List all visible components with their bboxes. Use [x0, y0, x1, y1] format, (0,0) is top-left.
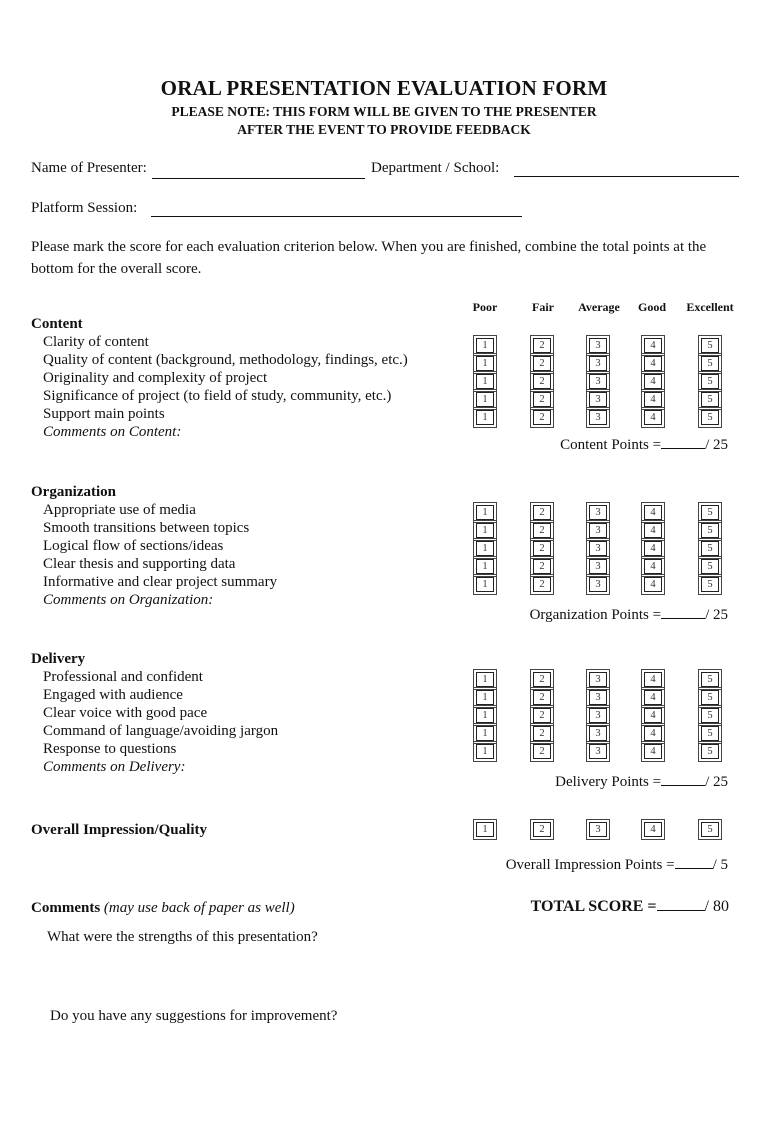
- form-note-line-1: PLEASE NOTE: THIS FORM WILL BE GIVEN TO THE PRESENTER: [171, 104, 597, 119]
- score-box-organization-4-4[interactable]: 4: [644, 559, 662, 574]
- criterion-content-5: Support main points: [43, 406, 165, 422]
- score-box-delivery-2-4[interactable]: 4: [644, 690, 662, 705]
- score-box-organization-5-1[interactable]: 1: [476, 577, 494, 592]
- score-box-content-3-4[interactable]: 4: [644, 374, 662, 389]
- score-box-organization-1-2[interactable]: 2: [533, 505, 551, 520]
- delivery-points: [500, 773, 728, 791]
- score-box-overall-3[interactable]: 3: [589, 822, 607, 837]
- presenter-name-label: Name of Presenter:: [31, 160, 147, 176]
- score-box-delivery-5-1[interactable]: 1: [476, 744, 494, 759]
- score-box-delivery-3-2[interactable]: 2: [533, 708, 551, 723]
- score-box-delivery-2-1[interactable]: 1: [476, 690, 494, 705]
- score-box-content-4-5[interactable]: 5: [701, 392, 719, 407]
- section-title-content: Content: [31, 316, 83, 332]
- suggestions-question: Do you have any suggestions for improvement?: [50, 1008, 338, 1024]
- score-box-organization-3-4[interactable]: 4: [644, 541, 662, 556]
- overall-points-input[interactable]: [675, 856, 713, 869]
- score-box-content-1-5[interactable]: 5: [701, 338, 719, 353]
- score-box-content-2-1[interactable]: 1: [476, 356, 494, 371]
- content-points-max: / 25: [705, 437, 728, 453]
- score-box-delivery-5-4[interactable]: 4: [644, 744, 662, 759]
- score-box-content-3-5[interactable]: 5: [701, 374, 719, 389]
- criterion-content-2: Quality of content (background, methodology, findings, etc.): [43, 352, 408, 368]
- criterion-content-4: Significance of project (to field of study, community, etc.): [43, 388, 392, 404]
- criterion-organization-2: Smooth transitions between topics: [43, 520, 250, 536]
- score-box-organization-1-5[interactable]: 5: [701, 505, 719, 520]
- score-box-content-5-3[interactable]: 3: [589, 410, 607, 425]
- comments-delivery-label: Comments on Delivery:: [43, 759, 186, 775]
- total-score: [470, 898, 729, 916]
- score-box-overall-1[interactable]: 1: [476, 822, 494, 837]
- delivery-points-label: Delivery Points =: [555, 774, 662, 790]
- score-box-delivery-4-3[interactable]: 3: [589, 726, 607, 741]
- criterion-organization-5: Informative and clear project summary: [43, 574, 278, 590]
- score-box-content-1-1[interactable]: 1: [476, 338, 494, 353]
- organization-points: [480, 606, 728, 624]
- criterion-organization-3: Logical flow of sections/ideas: [43, 538, 224, 554]
- platform-session-label: Platform Session:: [31, 200, 138, 216]
- content-points: [520, 436, 728, 454]
- score-box-organization-2-4[interactable]: 4: [644, 523, 662, 538]
- score-box-overall-4[interactable]: 4: [644, 822, 662, 837]
- section-title-organization: Organization: [31, 484, 116, 500]
- total-score-max: / 80: [704, 898, 729, 915]
- score-box-content-4-2[interactable]: 2: [533, 392, 551, 407]
- scale-header-fair: Fair: [532, 300, 554, 314]
- criterion-organization-1: Appropriate use of media: [43, 502, 196, 518]
- form-title: ORAL PRESENTATION EVALUATION FORM: [160, 76, 608, 100]
- scale-header-excellent: Excellent: [686, 300, 734, 314]
- score-box-content-5-5[interactable]: 5: [701, 410, 719, 425]
- delivery-points-input[interactable]: [661, 773, 705, 786]
- score-box-delivery-5-2[interactable]: 2: [533, 744, 551, 759]
- department-label: Department / School:: [371, 160, 500, 176]
- score-box-organization-5-4[interactable]: 4: [644, 577, 662, 592]
- score-box-organization-4-1[interactable]: 1: [476, 559, 494, 574]
- score-box-delivery-4-1[interactable]: 1: [476, 726, 494, 741]
- content-points-input[interactable]: [661, 436, 705, 449]
- score-box-delivery-5-3[interactable]: 3: [589, 744, 607, 759]
- total-score-label: TOTAL SCORE =: [530, 898, 657, 915]
- score-box-organization-5-5[interactable]: 5: [701, 577, 719, 592]
- score-box-organization-2-3[interactable]: 3: [589, 523, 607, 538]
- score-box-delivery-3-4[interactable]: 4: [644, 708, 662, 723]
- score-box-content-1-3[interactable]: 3: [589, 338, 607, 353]
- content-points-label: Content Points =: [560, 437, 662, 453]
- organization-points-max: / 25: [705, 607, 728, 623]
- score-box-content-1-2[interactable]: 2: [533, 338, 551, 353]
- organization-points-label: Organization Points =: [529, 607, 662, 623]
- score-box-content-2-5[interactable]: 5: [701, 356, 719, 371]
- criterion-delivery-4: Command of language/avoiding jargon: [43, 723, 279, 739]
- score-box-organization-5-3[interactable]: 3: [589, 577, 607, 592]
- score-box-organization-2-5[interactable]: 5: [701, 523, 719, 538]
- criterion-delivery-5: Response to questions: [43, 741, 177, 757]
- score-box-organization-3-2[interactable]: 2: [533, 541, 551, 556]
- overall-points-max: / 5: [712, 857, 728, 873]
- score-box-organization-3-5[interactable]: 5: [701, 541, 719, 556]
- score-box-organization-5-2[interactable]: 2: [533, 577, 551, 592]
- score-box-delivery-4-2[interactable]: 2: [533, 726, 551, 741]
- score-box-delivery-4-4[interactable]: 4: [644, 726, 662, 741]
- criterion-delivery-1: Professional and confident: [43, 669, 203, 685]
- scale-header-poor: Poor: [472, 300, 498, 314]
- criterion-content-3: Originality and complexity of project: [43, 370, 268, 386]
- score-box-content-2-2[interactable]: 2: [533, 356, 551, 371]
- comments-note: (may use back of paper as well): [103, 900, 295, 916]
- comments-organization-label: Comments on Organization:: [43, 592, 214, 608]
- score-box-content-1-4[interactable]: 4: [644, 338, 662, 353]
- score-box-content-2-4[interactable]: 4: [644, 356, 662, 371]
- comments-heading: [31, 900, 295, 917]
- score-box-content-3-2[interactable]: 2: [533, 374, 551, 389]
- score-box-delivery-5-5[interactable]: 5: [701, 744, 719, 759]
- organization-points-input[interactable]: [661, 606, 705, 619]
- criterion-delivery-2: Engaged with audience: [43, 687, 183, 703]
- score-box-delivery-3-1[interactable]: 1: [476, 708, 494, 723]
- score-box-content-4-3[interactable]: 3: [589, 392, 607, 407]
- platform-session-field[interactable]: [151, 216, 522, 217]
- score-box-overall-2[interactable]: 2: [533, 822, 551, 837]
- score-box-delivery-1-2[interactable]: 2: [533, 672, 551, 687]
- total-score-input[interactable]: [657, 898, 705, 911]
- score-box-organization-4-3[interactable]: 3: [589, 559, 607, 574]
- score-box-organization-1-1[interactable]: 1: [476, 505, 494, 520]
- score-box-delivery-1-1[interactable]: 1: [476, 672, 494, 687]
- score-box-organization-3-3[interactable]: 3: [589, 541, 607, 556]
- score-box-organization-2-2[interactable]: 2: [533, 523, 551, 538]
- score-box-content-4-1[interactable]: 1: [476, 392, 494, 407]
- score-box-delivery-1-4[interactable]: 4: [644, 672, 662, 687]
- score-box-content-3-1[interactable]: 1: [476, 374, 494, 389]
- score-box-organization-1-3[interactable]: 3: [589, 505, 607, 520]
- score-box-delivery-2-2[interactable]: 2: [533, 690, 551, 705]
- overall-points-label: Overall Impression Points =: [505, 857, 675, 873]
- score-box-organization-4-5[interactable]: 5: [701, 559, 719, 574]
- score-box-delivery-4-5[interactable]: 5: [701, 726, 719, 741]
- score-box-content-3-3[interactable]: 3: [589, 374, 607, 389]
- scale-header-good: Good: [637, 300, 666, 314]
- department-field[interactable]: [514, 176, 739, 177]
- score-box-content-5-2[interactable]: 2: [533, 410, 551, 425]
- scale-header-average: Average: [578, 300, 620, 314]
- comments-title: Comments: [31, 900, 101, 916]
- comments-content-label: Comments on Content:: [43, 424, 182, 440]
- score-box-organization-1-4[interactable]: 4: [644, 505, 662, 520]
- form-note-line-2: AFTER THE EVENT TO PROVIDE FEEDBACK: [237, 122, 531, 137]
- score-box-delivery-2-3[interactable]: 3: [589, 690, 607, 705]
- criterion-delivery-3: Clear voice with good pace: [43, 705, 208, 721]
- score-box-delivery-2-5[interactable]: 5: [701, 690, 719, 705]
- overall-impression-title: Overall Impression/Quality: [31, 822, 207, 838]
- score-box-organization-4-2[interactable]: 2: [533, 559, 551, 574]
- score-box-content-4-4[interactable]: 4: [644, 392, 662, 407]
- score-box-delivery-1-5[interactable]: 5: [701, 672, 719, 687]
- score-box-organization-2-1[interactable]: 1: [476, 523, 494, 538]
- score-box-delivery-3-3[interactable]: 3: [589, 708, 607, 723]
- criterion-content-1: Clarity of content: [43, 334, 149, 350]
- overall-points: [450, 856, 728, 874]
- section-title-delivery: Delivery: [31, 651, 86, 667]
- score-box-content-5-4[interactable]: 4: [644, 410, 662, 425]
- delivery-points-max: / 25: [705, 774, 728, 790]
- criterion-organization-4: Clear thesis and supporting data: [43, 556, 236, 572]
- score-box-content-2-3[interactable]: 3: [589, 356, 607, 371]
- strengths-question: What were the strengths of this presentation?: [47, 929, 318, 945]
- instructions-text: Please mark the score for each evaluation criterion below. When you are finished, combine the total points at the bottom for the overall score.: [31, 239, 707, 277]
- score-box-overall-5[interactable]: 5: [701, 822, 719, 837]
- score-box-delivery-3-5[interactable]: 5: [701, 708, 719, 723]
- score-box-content-5-1[interactable]: 1: [476, 410, 494, 425]
- score-box-delivery-1-3[interactable]: 3: [589, 672, 607, 687]
- score-box-organization-3-1[interactable]: 1: [476, 541, 494, 556]
- presenter-name-field[interactable]: [152, 178, 365, 179]
